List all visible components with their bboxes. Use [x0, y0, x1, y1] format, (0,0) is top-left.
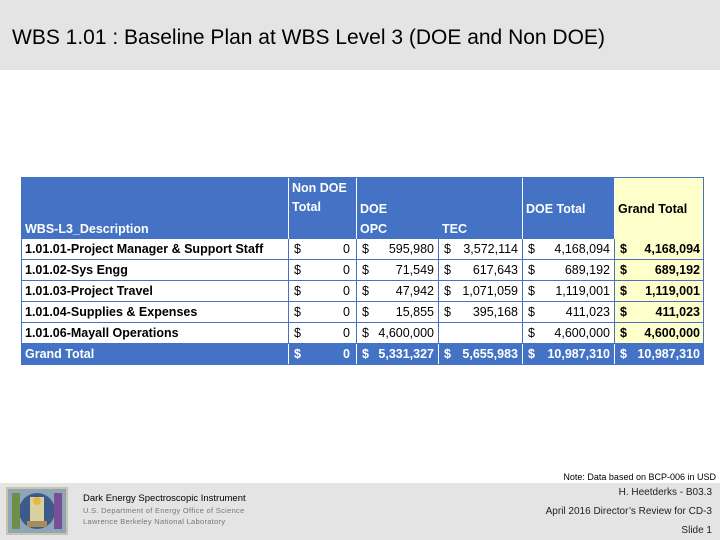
row-desc-cell — [21, 302, 288, 323]
header-doe-total: DOE Total — [526, 202, 586, 216]
row-opc-cell — [356, 239, 438, 260]
lab-name: Lawrence Berkeley National Laboratory — [83, 517, 226, 526]
doe_total-value: 10,987,310 — [547, 347, 610, 361]
header-opc: OPC — [360, 222, 388, 236]
row-grand-cell — [614, 260, 704, 281]
row-tec-cell — [438, 302, 522, 323]
currency-symbol: $ — [528, 305, 535, 319]
opc-value: 4,600,000 — [378, 326, 434, 340]
review-name: April 2016 Director’s Review for CD-3 — [545, 506, 712, 517]
currency-symbol: $ — [362, 347, 369, 361]
row-doe_total-cell — [522, 323, 614, 344]
grand-value: 689,192 — [654, 263, 700, 277]
row-opc-cell — [356, 302, 438, 323]
nondoe-value: 0 — [343, 347, 350, 361]
doe-office: U.S. Department of Energy Office of Science — [83, 506, 245, 515]
presenter: H. Heetderks - B03.3 — [618, 487, 712, 498]
header-nondoe-line: Non DOE — [292, 181, 347, 195]
doe_total-value: 689,192 — [564, 263, 610, 277]
header-nondoe-line: Total — [292, 200, 321, 214]
currency-symbol: $ — [294, 242, 301, 256]
currency-symbol: $ — [620, 263, 627, 277]
currency-symbol: $ — [528, 347, 535, 361]
currency-symbol: $ — [362, 284, 369, 298]
currency-symbol: $ — [620, 284, 627, 298]
total-grand-cell — [614, 344, 704, 365]
row-nondoe-cell — [288, 260, 356, 281]
total-desc-cell — [21, 344, 288, 365]
currency-symbol: $ — [528, 263, 535, 277]
nondoe-value: 0 — [343, 263, 350, 277]
row-opc-cell — [356, 260, 438, 281]
row-nondoe-cell — [288, 281, 356, 302]
currency-symbol: $ — [528, 326, 535, 340]
total-doe_total-cell — [522, 344, 614, 365]
grand-value: 10,987,310 — [637, 347, 700, 361]
row-nondoe-cell — [288, 239, 356, 260]
row-doe_total-cell — [522, 239, 614, 260]
tec-value: 3,572,114 — [463, 242, 518, 256]
currency-symbol: $ — [620, 347, 627, 361]
currency-symbol: $ — [620, 242, 627, 256]
doe_total-value: 4,600,000 — [554, 326, 610, 340]
nondoe-value: 0 — [343, 326, 350, 340]
doe_total-value: 411,023 — [565, 305, 610, 319]
currency-symbol: $ — [444, 305, 451, 319]
opc-value: 47,942 — [395, 284, 434, 298]
wbs-description: 1.01.01-Project Manager & Support Staff — [25, 242, 264, 256]
tec-value: 1,071,059 — [462, 284, 518, 298]
currency-symbol: $ — [528, 242, 535, 256]
desi-logo — [6, 487, 68, 535]
currency-symbol: $ — [620, 305, 627, 319]
currency-symbol: $ — [362, 263, 369, 277]
row-grand-cell — [614, 323, 704, 344]
currency-symbol: $ — [444, 284, 451, 298]
currency-symbol: $ — [362, 305, 369, 319]
currency-symbol: $ — [620, 326, 627, 340]
currency-symbol: $ — [444, 263, 451, 277]
row-grand-cell — [614, 239, 704, 260]
row-doe_total-cell — [522, 281, 614, 302]
opc-value: 15,855 — [395, 305, 434, 319]
opc-value: 5,331,327 — [378, 347, 434, 361]
currency-symbol: $ — [444, 242, 451, 256]
grand-value: 4,600,000 — [644, 326, 700, 340]
instrument-name: Dark Energy Spectroscopic Instrument — [83, 493, 246, 504]
currency-symbol: $ — [362, 242, 369, 256]
header-tec: TEC — [442, 222, 467, 236]
currency-symbol: $ — [294, 263, 301, 277]
header-nondoe — [292, 179, 356, 217]
total-nondoe-cell — [288, 344, 356, 365]
doe_total-value: 4,168,094 — [554, 242, 610, 256]
total-tec-cell — [438, 344, 522, 365]
grand-value: 4,168,094 — [644, 242, 700, 256]
data-note: Note: Data based on BCP-006 in USD — [563, 472, 716, 482]
nondoe-value: 0 — [343, 242, 350, 256]
doe_total-value: 1,119,001 — [555, 284, 610, 298]
tec-value: 5,655,983 — [462, 347, 518, 361]
currency-symbol: $ — [294, 284, 301, 298]
row-grand-cell — [614, 281, 704, 302]
row-tec-cell — [438, 323, 522, 344]
row-nondoe-cell — [288, 323, 356, 344]
currency-symbol: $ — [294, 347, 301, 361]
row-tec-cell — [438, 260, 522, 281]
row-tec-cell — [438, 239, 522, 260]
currency-symbol: $ — [294, 326, 301, 340]
grand-total-label: Grand Total — [25, 347, 95, 361]
currency-symbol: $ — [294, 305, 301, 319]
tec-value: 617,643 — [472, 263, 518, 277]
row-opc-cell — [356, 281, 438, 302]
opc-value: 71,549 — [395, 263, 434, 277]
row-grand-cell — [614, 302, 704, 323]
row-tec-cell — [438, 281, 522, 302]
row-desc-cell — [21, 323, 288, 344]
nondoe-value: 0 — [343, 284, 350, 298]
wbs-description: 1.01.02-Sys Engg — [25, 263, 128, 277]
row-doe_total-cell — [522, 302, 614, 323]
wbs-description: 1.01.04-Supplies & Expenses — [25, 305, 198, 319]
row-opc-cell — [356, 323, 438, 344]
header-grand-total: Grand Total — [618, 202, 688, 216]
currency-symbol: $ — [362, 326, 369, 340]
row-desc-cell — [21, 260, 288, 281]
row-doe_total-cell — [522, 260, 614, 281]
tec-value: 395,168 — [472, 305, 518, 319]
opc-value: 595,980 — [388, 242, 434, 256]
nondoe-value: 0 — [343, 305, 350, 319]
grand-value: 411,023 — [655, 305, 700, 319]
currency-symbol: $ — [528, 284, 535, 298]
row-desc-cell — [21, 281, 288, 302]
wbs-baseline-table — [21, 177, 704, 369]
grand-value: 1,119,001 — [645, 284, 700, 298]
header-doe: DOE — [360, 202, 388, 216]
row-nondoe-cell — [288, 302, 356, 323]
row-desc-cell — [21, 239, 288, 260]
currency-symbol: $ — [444, 347, 451, 361]
total-opc-cell — [356, 344, 438, 365]
wbs-description: 1.01.06-Mayall Operations — [25, 326, 179, 340]
slide-number: Slide 1 — [681, 525, 712, 536]
header-description: WBS-L3_Description — [25, 222, 149, 236]
slide-title: WBS 1.01 : Baseline Plan at WBS Level 3 (DOE and Non DOE) — [12, 26, 605, 49]
wbs-description: 1.01.03-Project Travel — [25, 284, 153, 298]
